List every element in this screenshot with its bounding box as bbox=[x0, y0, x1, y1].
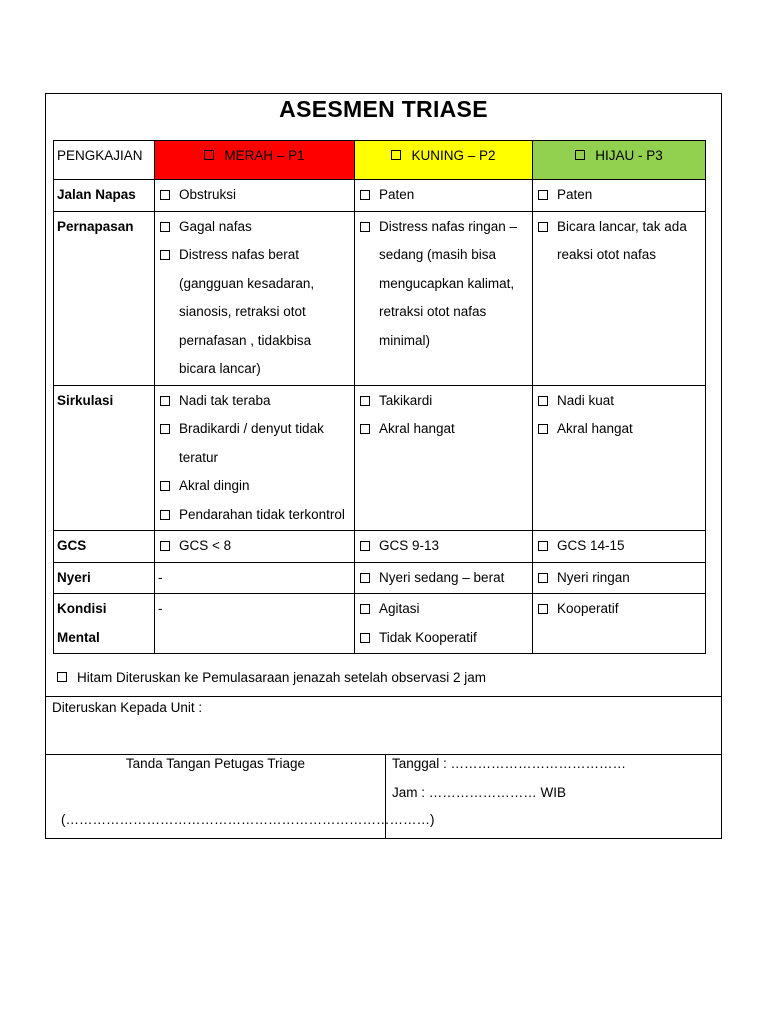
signature-line[interactable]: (………………………………………………………………………) bbox=[61, 812, 435, 827]
checkbox[interactable] bbox=[360, 573, 370, 583]
checklist-item[interactable] bbox=[158, 532, 351, 561]
checklist-item-label: Distress nafas berat (gangguan kesadaran, sianosis, retraksi otot pernafasan , tidakbisa bicara lancar) bbox=[179, 247, 315, 376]
checkbox[interactable] bbox=[160, 424, 170, 434]
checkbox[interactable] bbox=[360, 190, 370, 200]
hitam-label: Hitam Diteruskan ke Pemulasaraan jenazah setelah observasi 2 jam bbox=[77, 670, 486, 685]
cell-hijau bbox=[533, 180, 706, 212]
checkbox[interactable] bbox=[360, 424, 370, 434]
checklist-item[interactable] bbox=[158, 387, 351, 416]
checklist-item[interactable] bbox=[358, 564, 529, 593]
row-jalan-napas bbox=[54, 180, 706, 212]
checklist-item[interactable] bbox=[536, 532, 702, 561]
checkbox[interactable] bbox=[160, 396, 170, 406]
checklist-item[interactable] bbox=[358, 213, 529, 356]
checklist-item-label: Paten bbox=[379, 187, 415, 202]
cell-merah bbox=[155, 531, 355, 563]
divider bbox=[46, 754, 721, 755]
checkbox[interactable] bbox=[538, 190, 548, 200]
checklist-item[interactable] bbox=[358, 624, 529, 653]
row-label: Nyeri bbox=[54, 562, 155, 594]
hitam-checkbox[interactable] bbox=[57, 672, 67, 682]
checklist-item[interactable] bbox=[158, 213, 351, 242]
checkbox[interactable] bbox=[538, 573, 548, 583]
header-merah-label: MERAH – P1 bbox=[224, 148, 305, 163]
header-kuning[interactable] bbox=[355, 141, 533, 180]
header-merah[interactable] bbox=[155, 141, 355, 180]
triage-table bbox=[53, 140, 706, 654]
cell-kuning bbox=[355, 562, 533, 594]
checkbox[interactable] bbox=[160, 222, 170, 232]
row-gcs bbox=[54, 531, 706, 563]
row-kondisi-mental bbox=[54, 594, 706, 654]
merah-checkbox[interactable] bbox=[204, 150, 214, 160]
tanggal-field[interactable]: Tanggal : ………………………………… bbox=[392, 756, 627, 771]
checkbox[interactable] bbox=[360, 222, 370, 232]
cell-merah bbox=[155, 211, 355, 385]
checklist-item-label: GCS 9-13 bbox=[379, 538, 440, 553]
checklist-item-label: Bicara lancar, tak ada reaksi otot nafas bbox=[557, 218, 687, 262]
checklist-item-label: Nadi kuat bbox=[557, 392, 615, 408]
signature-title: Tanda Tangan Petugas Triage bbox=[125, 756, 306, 771]
checklist-item-label: Akral dingin bbox=[179, 478, 250, 493]
checkbox[interactable] bbox=[160, 190, 170, 200]
cell-kuning bbox=[355, 211, 533, 385]
checklist-item-label: GCS 14-15 bbox=[557, 538, 625, 553]
checklist-item[interactable] bbox=[358, 532, 529, 561]
checklist-item[interactable] bbox=[536, 564, 702, 593]
checkbox[interactable] bbox=[160, 250, 170, 260]
cell-merah bbox=[155, 180, 355, 212]
cell-kuning bbox=[355, 594, 533, 654]
cell-kuning bbox=[355, 180, 533, 212]
diteruskan-unit-label: Diteruskan Kepada Unit : bbox=[52, 700, 203, 715]
checklist-item[interactable] bbox=[536, 181, 702, 210]
checklist-item[interactable] bbox=[358, 181, 529, 210]
checklist-item[interactable] bbox=[536, 387, 702, 416]
divider bbox=[46, 696, 721, 697]
checklist-item-label: Tidak Kooperatif bbox=[379, 629, 477, 645]
checkbox[interactable] bbox=[538, 541, 548, 551]
row-label: GCS bbox=[54, 531, 155, 563]
checklist-item[interactable] bbox=[536, 595, 702, 624]
checkbox[interactable] bbox=[538, 396, 548, 406]
cell-kuning bbox=[355, 385, 533, 531]
header-kuning-label: KUNING – P2 bbox=[411, 148, 496, 163]
checklist-item[interactable] bbox=[158, 415, 351, 472]
row-pernapasan bbox=[54, 211, 706, 385]
checkbox[interactable] bbox=[160, 541, 170, 551]
triage-form bbox=[45, 93, 722, 839]
kuning-checkbox[interactable] bbox=[391, 150, 401, 160]
checklist-item-label: Paten bbox=[557, 187, 593, 202]
header-pengkajian: PENGKAJIAN bbox=[54, 141, 155, 180]
hijau-checkbox[interactable] bbox=[575, 150, 585, 160]
checklist-item[interactable] bbox=[358, 415, 529, 444]
checkbox[interactable] bbox=[538, 424, 548, 434]
cell-hijau bbox=[533, 531, 706, 563]
checkbox[interactable] bbox=[360, 633, 370, 643]
cell-merah-dash: - bbox=[155, 594, 355, 654]
header-row bbox=[54, 141, 706, 180]
checklist-item-label: Agitasi bbox=[379, 601, 420, 616]
row-label: Pernapasan bbox=[54, 211, 155, 385]
checklist-item-label: GCS < 8 bbox=[179, 538, 232, 553]
checklist-item-label: Obstruksi bbox=[179, 187, 237, 202]
header-hijau[interactable] bbox=[533, 141, 706, 180]
row-nyeri bbox=[54, 562, 706, 594]
checkbox[interactable] bbox=[160, 510, 170, 520]
checkbox[interactable] bbox=[360, 604, 370, 614]
header-hijau-label: HIJAU - P3 bbox=[595, 148, 663, 163]
checklist-item-label: Pendarahan tidak terkontrol bbox=[179, 506, 345, 522]
jam-field[interactable]: Jam : …………………… WIB bbox=[392, 785, 567, 800]
checklist-item[interactable] bbox=[158, 501, 351, 530]
checkbox[interactable] bbox=[360, 396, 370, 406]
cell-hijau bbox=[533, 594, 706, 654]
checklist-item-label: Kooperatif bbox=[557, 601, 619, 616]
checklist-item-label: Nyeri ringan bbox=[557, 569, 630, 585]
checkbox[interactable] bbox=[160, 481, 170, 491]
checklist-item-label: Akral hangat bbox=[379, 421, 455, 436]
form-title: ASESMEN TRIASE bbox=[279, 96, 488, 122]
checkbox[interactable] bbox=[360, 541, 370, 551]
checkbox[interactable] bbox=[538, 604, 548, 614]
cell-hijau bbox=[533, 211, 706, 385]
checkbox[interactable] bbox=[538, 222, 548, 232]
checklist-item[interactable] bbox=[158, 241, 351, 384]
checklist-item-label: Takikardi bbox=[379, 392, 433, 408]
cell-hijau bbox=[533, 562, 706, 594]
cell-hijau bbox=[533, 385, 706, 531]
checklist-item-label: Gagal nafas bbox=[179, 218, 252, 234]
checklist-item[interactable] bbox=[536, 213, 702, 270]
cell-merah bbox=[155, 385, 355, 531]
checklist-item-label: Akral hangat bbox=[557, 421, 633, 436]
checklist-item[interactable] bbox=[358, 387, 529, 416]
row-label: Jalan Napas bbox=[54, 180, 155, 212]
checklist-item[interactable] bbox=[158, 472, 351, 501]
cell-kuning bbox=[355, 531, 533, 563]
row-label: Sirkulasi bbox=[54, 385, 155, 531]
row-sirkulasi bbox=[54, 385, 706, 531]
checklist-item-label: Nadi tak teraba bbox=[179, 392, 271, 408]
checklist-item[interactable] bbox=[536, 415, 702, 444]
row-label: Kondisi Mental bbox=[54, 594, 155, 654]
hitam-option[interactable] bbox=[57, 668, 486, 688]
checklist-item-label: Bradikardi / denyut tidak teratur bbox=[179, 421, 324, 465]
checklist-item[interactable] bbox=[158, 181, 351, 210]
checklist-item-label: Nyeri sedang – berat bbox=[379, 569, 505, 585]
checklist-item[interactable] bbox=[358, 595, 529, 624]
cell-merah-dash: - bbox=[155, 562, 355, 594]
checklist-item-label: Distress nafas ringan – sedang (masih bisa mengucapkan kalimat, retraksi otot nafas minimal) bbox=[379, 218, 518, 348]
